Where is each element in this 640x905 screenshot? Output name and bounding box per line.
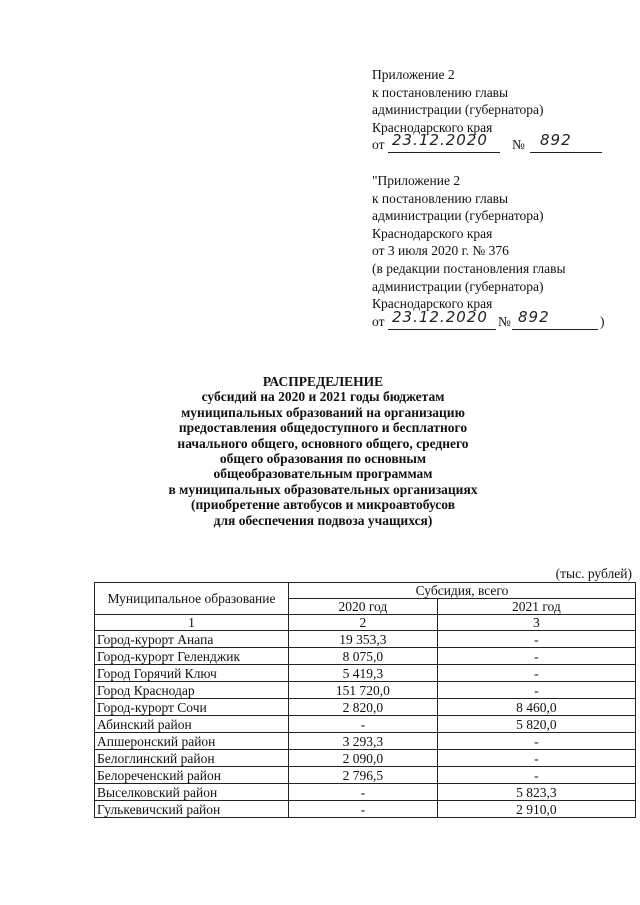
date-prefix: от [372, 313, 385, 329]
municipality-name: Апшеронский район [95, 733, 289, 750]
value-2021: - [437, 682, 635, 699]
municipality-name: Город-курорт Анапа [95, 631, 289, 648]
value-2020: 2 796,5 [288, 767, 437, 784]
date-prefix: от [372, 137, 385, 153]
table-row [95, 750, 636, 767]
table-row [95, 733, 636, 750]
header-2020: 2020 год [288, 599, 437, 615]
value-2020: 8 075,0 [288, 648, 437, 665]
handwritten-number: 892 [540, 131, 572, 150]
title-line: начального общего, основного общего, среднего [177, 435, 469, 451]
municipality-name: Гулькевичский район [95, 801, 289, 818]
value-2021: - [437, 665, 635, 682]
municipality-name: Город-курорт Геленджик [95, 648, 289, 665]
title-line: предоставления общедоступного и бесплатного [178, 420, 468, 436]
appendix-header-original [372, 172, 605, 331]
units-label: (тыс. рублей) [555, 566, 632, 581]
number-sign: № [512, 137, 525, 153]
handwritten-date: 23.12.2020 [392, 307, 488, 326]
closing-paren: ) [600, 313, 605, 329]
municipality-name: Город Краснодар [95, 682, 289, 699]
value-2021: - [437, 631, 635, 648]
title-line: субсидий на 2020 и 2021 годы бюджетам [201, 389, 445, 405]
title-line: РАСПРЕДЕЛЕНИЕ [262, 374, 384, 389]
title-line: общеобразовательным программам [213, 466, 433, 482]
value-2020: - [288, 801, 437, 818]
value-2020: 19 353,3 [288, 631, 437, 648]
value-2020: - [288, 784, 437, 801]
appendix-line: Краснодарского края [372, 225, 493, 241]
appendix-line: администрации (губернатора) [372, 278, 544, 294]
municipality-name: Выселковский район [95, 784, 289, 801]
appendix-line: администрации (губернатора) [372, 208, 544, 224]
value-2020: 2 090,0 [288, 750, 437, 767]
table-row [95, 767, 636, 784]
value-2021: 2 910,0 [437, 801, 635, 818]
header-2021: 2021 год [437, 599, 635, 615]
title-line: общего образования по основным [219, 451, 427, 467]
municipality-name: Белоглинский район [95, 750, 289, 767]
municipality-name: Город-курорт Сочи [95, 699, 289, 716]
number-sign: № [498, 313, 511, 329]
municipality-name: Абинский район [95, 716, 289, 733]
table-row [95, 631, 636, 648]
column-number: 2 [288, 615, 437, 631]
appendix-line: от 3 июля 2020 г. № 376 [372, 243, 509, 259]
appendix-line: Краснодарского края [372, 296, 493, 312]
value-2021: - [437, 733, 635, 750]
column-number: 1 [95, 615, 289, 631]
appendix-line: к постановлению главы [372, 190, 509, 206]
value-2020: 151 720,0 [288, 682, 437, 699]
title-line: для обеспечения подвоза учащихся) [213, 512, 433, 528]
appendix-header-amending [372, 66, 572, 154]
value-2020: 2 820,0 [288, 699, 437, 716]
table-row [95, 665, 636, 682]
municipality-name: Город Горячий Ключ [95, 665, 289, 682]
number-underline [512, 329, 598, 330]
appendix-line: Приложение 2 [372, 67, 455, 82]
table-row [95, 716, 636, 733]
header-entity: Муниципальное образование [95, 583, 289, 615]
date-underline [388, 329, 496, 330]
date-underline [388, 152, 500, 153]
handwritten-number: 892 [518, 307, 550, 326]
title-line: муниципальных образований на организацию [181, 404, 465, 420]
table-row [95, 784, 636, 801]
municipality-name: Белореченский район [95, 767, 289, 784]
title-line: (приобретение автобусов и микроавтобусов [191, 497, 455, 513]
header-subsidy: Субсидия, всего [288, 583, 635, 599]
value-2021: 5 823,3 [437, 784, 635, 801]
appendix-line: Краснодарского края [372, 119, 493, 135]
appendix-line: "Приложение 2 [372, 173, 461, 188]
appendix-line: к постановлению главы [372, 84, 509, 100]
value-2020: 5 419,3 [288, 665, 437, 682]
table-row [95, 699, 636, 716]
table-row [95, 682, 636, 699]
value-2021: 5 820,0 [437, 716, 635, 733]
date-number-line [372, 307, 605, 331]
date-number-line [372, 131, 572, 154]
appendix-line: (в редакции постановления главы [372, 260, 566, 276]
value-2020: 3 293,3 [288, 733, 437, 750]
value-2021: - [437, 750, 635, 767]
subsidy-table [94, 582, 636, 818]
handwritten-date: 23.12.2020 [392, 131, 488, 150]
value-2020: - [288, 716, 437, 733]
title-line: в муниципальных образовательных организациях [168, 481, 478, 497]
number-underline [530, 152, 602, 153]
value-2021: - [437, 767, 635, 784]
value-2021: - [437, 648, 635, 665]
appendix-line: администрации (губернатора) [372, 102, 544, 118]
table-row [95, 648, 636, 665]
column-number: 3 [437, 615, 635, 631]
table-row [95, 801, 636, 818]
value-2021: 8 460,0 [437, 699, 635, 716]
document-title [90, 374, 556, 528]
